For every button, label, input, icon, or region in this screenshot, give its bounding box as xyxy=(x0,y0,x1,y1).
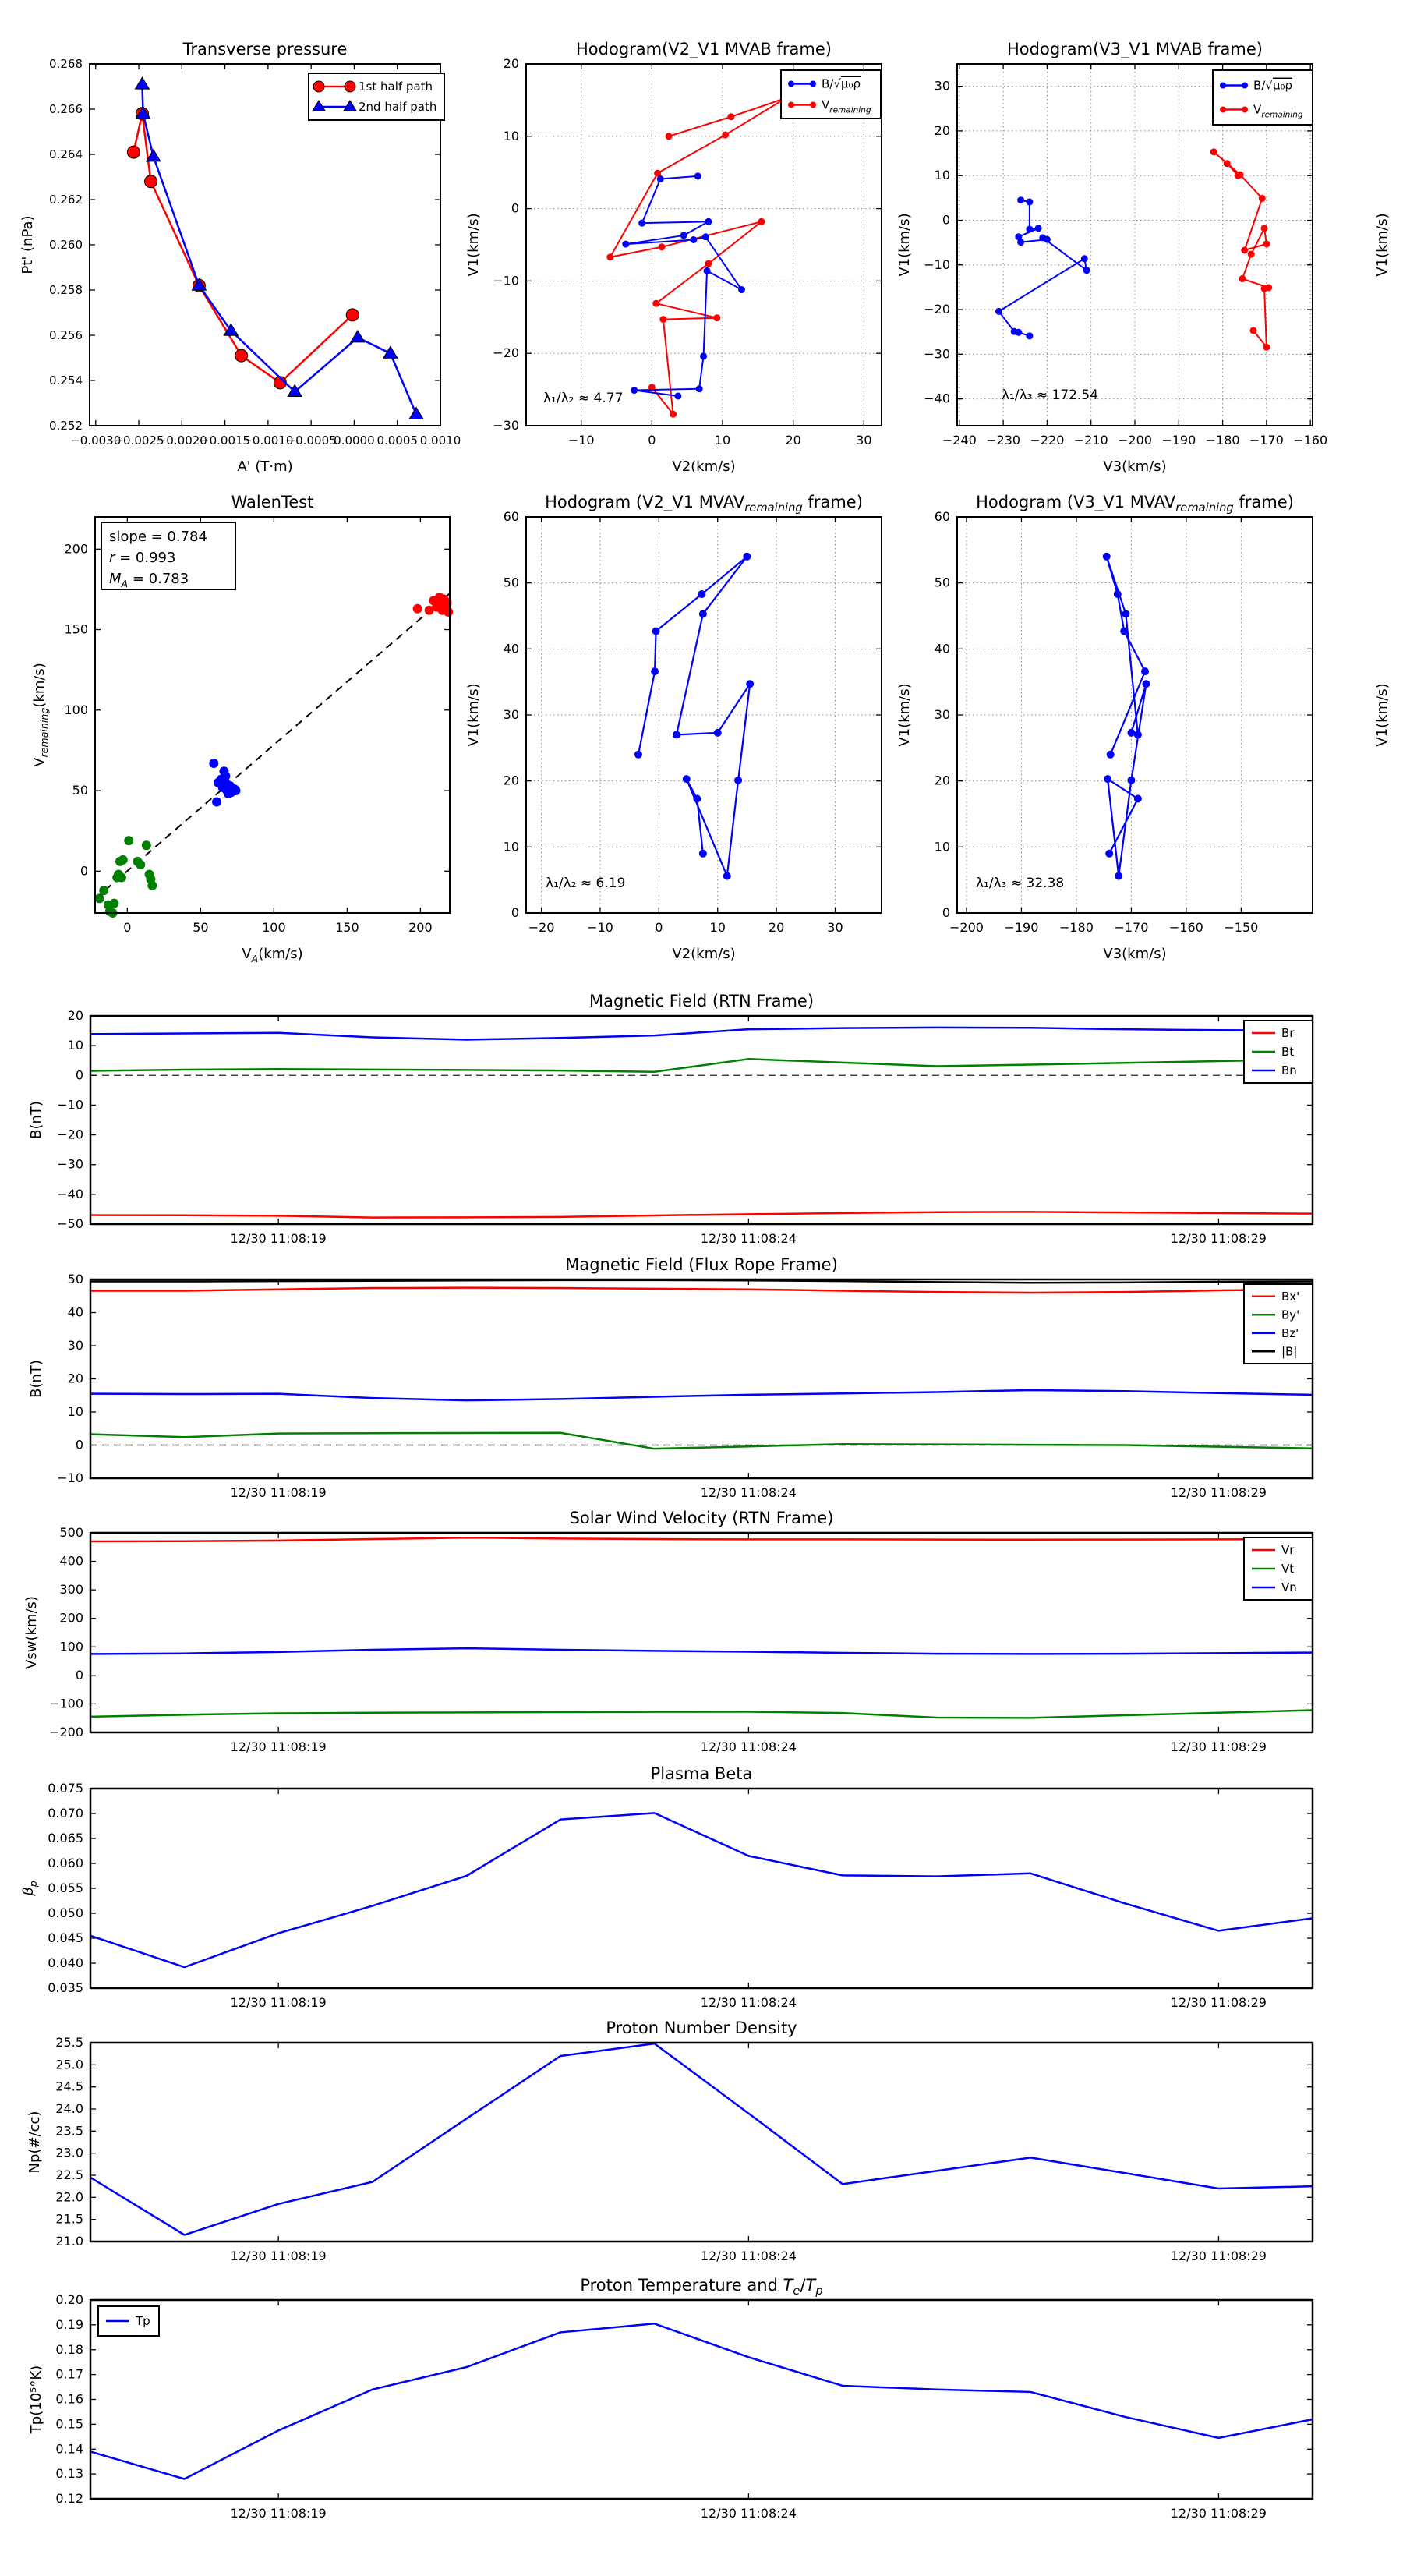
y-axis-label: V1(km/s) xyxy=(896,213,913,277)
svg-text:0.045: 0.045 xyxy=(48,1930,83,1945)
series-v-path xyxy=(1103,553,1150,880)
svg-text:23.0: 23.0 xyxy=(55,2145,83,2160)
svg-text:60: 60 xyxy=(934,509,950,524)
svg-text:Vr: Vr xyxy=(1281,1543,1295,1557)
svg-text:−10: −10 xyxy=(57,1097,83,1113)
svg-text:20: 20 xyxy=(67,1008,83,1023)
svg-text:20: 20 xyxy=(503,56,519,71)
svg-text:12/30 11:08:24: 12/30 11:08:24 xyxy=(700,2249,797,2263)
series-bn xyxy=(90,1028,1313,1040)
series-br xyxy=(90,1212,1313,1217)
svg-text:40: 40 xyxy=(67,1304,83,1320)
legend xyxy=(98,2306,159,2336)
panel-title: WalenTest xyxy=(231,493,314,511)
svg-text:0: 0 xyxy=(942,905,950,920)
svg-text:50: 50 xyxy=(934,575,950,590)
svg-text:12/30 11:08:29: 12/30 11:08:29 xyxy=(1170,1485,1267,1500)
panel-proton-temperature xyxy=(28,2276,1313,2521)
svg-text:10: 10 xyxy=(714,433,731,448)
series-cluster-green xyxy=(95,836,157,918)
svg-text:0.050: 0.050 xyxy=(48,1905,83,1920)
series-vt xyxy=(90,1710,1313,1718)
eigenvalue-ratio-annotation: λ₁/λ₂ ≈ 4.77 xyxy=(543,391,624,406)
svg-text:12/30 11:08:29: 12/30 11:08:29 xyxy=(1170,1231,1267,1246)
series-bt xyxy=(90,1059,1313,1071)
series-np xyxy=(90,2043,1313,2235)
y-axis-label: $\beta_p$ xyxy=(20,1881,39,1896)
svg-text:−190: −190 xyxy=(1161,433,1196,448)
panel-title: Magnetic Field (Flux Rope Frame) xyxy=(565,1255,838,1274)
svg-text:12/30 11:08:24: 12/30 11:08:24 xyxy=(700,2506,797,2521)
series-fit-line xyxy=(95,593,450,899)
series-bx- xyxy=(90,1288,1313,1293)
grid xyxy=(957,517,1313,913)
svg-text:0.035: 0.035 xyxy=(48,1980,83,1995)
svg-text:2nd half path: 2nd half path xyxy=(359,100,437,114)
svg-text:0.040: 0.040 xyxy=(48,1955,83,1970)
y-axis-label: B(nT) xyxy=(28,1101,44,1139)
svg-text:Vremaining: $V_{remaining}$ xyxy=(822,97,871,115)
panel-proton-number-density xyxy=(27,2019,1313,2263)
svg-text:12/30 11:08:19: 12/30 11:08:19 xyxy=(230,1485,327,1500)
svg-text:−10: −10 xyxy=(924,257,950,272)
x-axis-label: V3(km/s) xyxy=(1103,458,1167,475)
y-axis-label: V1(km/s) xyxy=(465,683,482,747)
svg-text:100: 100 xyxy=(262,920,286,935)
svg-text:−30: −30 xyxy=(493,418,519,433)
legend xyxy=(1213,70,1313,125)
svg-text:−220: −220 xyxy=(1030,433,1065,448)
svg-text:10: 10 xyxy=(934,168,950,183)
svg-text:12/30 11:08:24: 12/30 11:08:24 xyxy=(700,1231,797,1246)
panel-title: Proton Number Density xyxy=(606,2019,797,2037)
svg-text:Bx': Bx' xyxy=(1281,1289,1300,1304)
svg-text:0.260: 0.260 xyxy=(49,238,83,252)
svg-text:−0.0025: −0.0025 xyxy=(113,433,164,448)
series-2nd-half-path xyxy=(135,77,423,419)
svg-text:12/30 11:08:24: 12/30 11:08:24 xyxy=(700,1739,797,1754)
svg-text:30: 30 xyxy=(934,707,950,722)
y-axis-label: Vsw(km/s) xyxy=(23,1596,40,1669)
y-axis-label: B(nT) xyxy=(28,1360,44,1398)
panel-magnetic-field-flux-rope xyxy=(28,1255,1313,1500)
svg-text:10: 10 xyxy=(67,1404,83,1419)
svg-text:12/30 11:08:29: 12/30 11:08:29 xyxy=(1170,1739,1267,1754)
svg-text:0: 0 xyxy=(511,200,519,216)
svg-text:20: 20 xyxy=(934,122,950,138)
svg-text:−100: −100 xyxy=(49,1696,83,1711)
svg-text:−40: −40 xyxy=(924,391,950,406)
svg-text:24.0: 24.0 xyxy=(55,2101,83,2116)
svg-text:1st half path: 1st half path xyxy=(359,80,433,94)
svg-text:B/√μ₀ρ: B/√μ₀ρ xyxy=(1253,78,1292,93)
tick-labels xyxy=(935,509,1259,935)
svg-text:0.0005: 0.0005 xyxy=(376,433,418,448)
svg-text:0.18: 0.18 xyxy=(55,2341,83,2357)
svg-text:0.0010: 0.0010 xyxy=(419,433,461,448)
svg-text:100: 100 xyxy=(59,1639,83,1654)
svg-text:−10: −10 xyxy=(493,273,519,288)
svg-text:12/30 11:08:29: 12/30 11:08:29 xyxy=(1170,1995,1267,2010)
y-axis-label: Tp(10⁵°K) xyxy=(28,2365,44,2434)
svg-text:0.065: 0.065 xyxy=(48,1831,83,1845)
x-axis-label: V3(km/s) xyxy=(1103,946,1167,962)
x-axis-label: V2(km/s) xyxy=(672,946,736,962)
svg-text:−160: −160 xyxy=(1168,920,1203,935)
svg-text:−190: −190 xyxy=(1004,920,1039,935)
svg-text:−0.0005: −0.0005 xyxy=(285,433,337,448)
svg-text:40: 40 xyxy=(503,641,519,656)
y-axis-label: $V_{remaining}(km/s)$ xyxy=(31,663,50,767)
svg-text:0: 0 xyxy=(75,1067,83,1083)
y-axis-label: V1(km/s) xyxy=(896,683,913,747)
svg-text:0.12: 0.12 xyxy=(55,2491,83,2506)
svg-text:30: 30 xyxy=(827,920,843,935)
svg-text:150: 150 xyxy=(335,920,359,935)
panel-title: Hodogram (V3_V1 $MVAV_{remaining}$ frame) xyxy=(976,493,1294,515)
tick-labels xyxy=(57,1008,1267,1246)
svg-text:−180: −180 xyxy=(1058,920,1094,935)
panel-title: Hodogram(V2_V1 MVAB frame) xyxy=(576,40,832,58)
svg-text:0: 0 xyxy=(648,433,656,448)
svg-text:400: 400 xyxy=(59,1553,83,1569)
svg-text:30: 30 xyxy=(934,78,950,94)
svg-text:150: 150 xyxy=(64,621,88,637)
svg-text:200: 200 xyxy=(64,541,88,557)
svg-text:−150: −150 xyxy=(1224,920,1259,935)
svg-text:0.0000: 0.0000 xyxy=(334,433,375,448)
svg-text:−10: −10 xyxy=(567,433,595,448)
svg-text:24.5: 24.5 xyxy=(55,2079,83,2094)
svg-text:B/√μ₀ρ: B/√μ₀ρ xyxy=(822,76,861,91)
y-axis-label: Pt' (nPa) xyxy=(19,215,36,274)
ticks xyxy=(90,1789,1313,1988)
svg-text:30: 30 xyxy=(503,707,519,722)
svg-text:Vn: Vn xyxy=(1281,1580,1297,1594)
ticks xyxy=(90,1533,1313,1732)
series-v-path xyxy=(634,553,754,880)
tick-labels xyxy=(57,1272,1267,1500)
tick-labels xyxy=(55,2035,1267,2263)
panel-title: Solar Wind Velocity (RTN Frame) xyxy=(569,1509,834,1527)
svg-text:0.262: 0.262 xyxy=(49,193,83,207)
svg-text:−200: −200 xyxy=(49,1725,83,1739)
svg-text:20: 20 xyxy=(785,433,801,448)
tick-labels xyxy=(49,1525,1267,1754)
fit-stats-box xyxy=(101,522,235,589)
svg-text:−40: −40 xyxy=(57,1186,83,1201)
svg-text:−10: −10 xyxy=(57,1470,83,1485)
svg-text:0.16: 0.16 xyxy=(55,2391,83,2407)
svg-text:40: 40 xyxy=(934,641,950,656)
svg-text:0: 0 xyxy=(75,1437,83,1453)
panel-title: Transverse pressure xyxy=(182,40,348,58)
svg-text:30: 30 xyxy=(856,433,872,448)
svg-text:300: 300 xyxy=(59,1582,83,1598)
series-cluster-red xyxy=(413,593,453,617)
svg-text:22.5: 22.5 xyxy=(55,2167,83,2182)
svg-text:0.266: 0.266 xyxy=(49,102,83,116)
svg-text:21.0: 21.0 xyxy=(55,2234,83,2249)
svg-text:12/30 11:08:29: 12/30 11:08:29 xyxy=(1170,2249,1267,2263)
svg-text:−230: −230 xyxy=(986,433,1021,448)
panel-transverse-pressure xyxy=(19,40,461,475)
eigenvalue-ratio-annotation: λ₁/λ₃ ≈ 32.38 xyxy=(976,876,1065,891)
svg-text:0.20: 0.20 xyxy=(55,2292,83,2307)
svg-text:MA = 0.783: $M_A = 0.783$ xyxy=(109,571,189,589)
series-b-over-sqrt-mu0-rho xyxy=(995,196,1090,339)
svg-text:0.252: 0.252 xyxy=(49,419,83,433)
svg-text:10: 10 xyxy=(503,128,519,143)
svg-text:−0.0030: −0.0030 xyxy=(70,433,122,448)
series-bz- xyxy=(90,1390,1313,1400)
panel-solar-wind-velocity-rtn xyxy=(23,1509,1313,1754)
ticks xyxy=(90,2043,1313,2242)
panel-walen-test xyxy=(31,493,453,964)
svg-text:50: 50 xyxy=(67,1272,83,1286)
y-axis-label-right: V1(km/s) xyxy=(1374,213,1391,277)
svg-text:0: 0 xyxy=(75,1667,83,1683)
y-axis-label: Np(#/cc) xyxy=(27,2111,43,2174)
svg-text:12/30 11:08:19: 12/30 11:08:19 xyxy=(230,2506,327,2521)
x-axis-label: A' (T·m) xyxy=(237,458,293,475)
svg-text:−30: −30 xyxy=(57,1156,83,1172)
svg-text:200: 200 xyxy=(408,920,433,935)
panel-title: Hodogram (V2_V1 $MVAV_{remaining}$ frame) xyxy=(545,493,863,515)
svg-text:0.17: 0.17 xyxy=(55,2366,83,2382)
svg-text:0: 0 xyxy=(942,212,950,228)
series-v-remaining xyxy=(1210,148,1272,350)
svg-text:100: 100 xyxy=(64,702,88,717)
series-by- xyxy=(90,1433,1313,1449)
svg-text:12/30 11:08:19: 12/30 11:08:19 xyxy=(230,1739,327,1754)
panel-title: Plasma Beta xyxy=(650,1764,753,1783)
svg-text:−210: −210 xyxy=(1073,433,1108,448)
svg-text:12/30 11:08:24: 12/30 11:08:24 xyxy=(700,1485,797,1500)
svg-text:25.5: 25.5 xyxy=(55,2035,83,2050)
series--b- xyxy=(90,1280,1313,1283)
x-axis-label: $V_A(km/s)$ xyxy=(242,946,303,964)
svg-text:Bz': Bz' xyxy=(1281,1325,1299,1340)
series-vn xyxy=(90,1648,1313,1654)
svg-text:20: 20 xyxy=(67,1371,83,1386)
svg-text:−240: −240 xyxy=(942,433,977,448)
panel-plasma-beta xyxy=(20,1764,1313,2010)
legend xyxy=(781,70,881,119)
svg-text:−170: −170 xyxy=(1249,433,1284,448)
panel-title: Magnetic Field (RTN Frame) xyxy=(588,992,815,1010)
svg-text:23.5: 23.5 xyxy=(55,2123,83,2139)
svg-text:|B|: |B| xyxy=(1281,1344,1298,1359)
svg-text:0: 0 xyxy=(511,905,519,920)
series-v-remaining xyxy=(606,94,790,418)
svg-text:Vt: Vt xyxy=(1281,1562,1295,1576)
svg-text:12/30 11:08:29: 12/30 11:08:29 xyxy=(1170,2506,1267,2521)
legend xyxy=(309,73,444,120)
svg-text:30: 30 xyxy=(67,1338,83,1353)
ticks xyxy=(90,1016,1313,1224)
svg-text:0.19: 0.19 xyxy=(55,2316,83,2332)
panel-hodogram-v3v1-mvab xyxy=(896,40,1391,475)
ticks xyxy=(90,2300,1313,2499)
legend xyxy=(1244,1284,1313,1364)
tick-labels xyxy=(924,79,1327,448)
panel-magnetic-field-rtn xyxy=(28,992,1313,1246)
svg-text:0.14: 0.14 xyxy=(55,2441,83,2457)
svg-text:Tp: Tp xyxy=(136,2314,150,2328)
svg-text:−0.0015: −0.0015 xyxy=(200,433,251,448)
svg-text:0: 0 xyxy=(80,863,88,879)
svg-text:20: 20 xyxy=(503,773,519,788)
legend xyxy=(1244,1537,1313,1600)
svg-text:50: 50 xyxy=(503,575,519,590)
svg-text:0.268: 0.268 xyxy=(49,57,83,71)
svg-text:−20: −20 xyxy=(528,920,555,935)
svg-text:0.13: 0.13 xyxy=(55,2466,83,2482)
panel-hodogram-v3v1-mvav xyxy=(896,493,1391,962)
series-beta-p xyxy=(90,1813,1313,1967)
svg-text:0.15: 0.15 xyxy=(55,2416,83,2432)
svg-text:12/30 11:08:19: 12/30 11:08:19 xyxy=(230,2249,327,2263)
panel-hodogram-v2v1-mvab xyxy=(465,40,882,475)
svg-text:0.256: 0.256 xyxy=(49,328,83,342)
svg-text:50: 50 xyxy=(72,783,88,798)
svg-text:12/30 11:08:19: 12/30 11:08:19 xyxy=(230,1995,327,2010)
panel-hodogram-v2v1-mvav xyxy=(465,493,882,962)
series-1st-half-path xyxy=(127,108,359,389)
svg-text:10: 10 xyxy=(503,839,519,855)
svg-text:Bn: Bn xyxy=(1281,1063,1297,1077)
x-axis-label: V2(km/s) xyxy=(672,458,736,475)
svg-text:−170: −170 xyxy=(1114,920,1149,935)
svg-text:0.258: 0.258 xyxy=(49,283,83,297)
eigenvalue-ratio-annotation: λ₁/λ₃ ≈ 172.54 xyxy=(1002,387,1099,403)
svg-text:60: 60 xyxy=(503,509,519,524)
panel-title: Proton Temperature and $T_e/T_p$ xyxy=(580,2276,823,2298)
svg-text:−200: −200 xyxy=(1118,433,1152,448)
svg-text:−180: −180 xyxy=(1205,433,1240,448)
series-cluster-blue xyxy=(209,759,240,807)
svg-text:0.055: 0.055 xyxy=(48,1881,83,1895)
svg-text:500: 500 xyxy=(59,1525,83,1540)
series-vr xyxy=(90,1537,1313,1541)
svg-text:−20: −20 xyxy=(924,302,950,317)
svg-text:−50: −50 xyxy=(57,1216,83,1231)
y-axis-label-right: V1(km/s) xyxy=(1374,683,1391,747)
legend xyxy=(1244,1021,1313,1083)
svg-text:−200: −200 xyxy=(949,920,984,935)
svg-text:20: 20 xyxy=(934,773,950,788)
svg-text:−20: −20 xyxy=(493,345,519,361)
series-b-over-sqrt-mu0-rho xyxy=(622,172,745,399)
svg-text:10: 10 xyxy=(67,1038,83,1053)
svg-text:0: 0 xyxy=(123,920,132,935)
svg-text:12/30 11:08:19: 12/30 11:08:19 xyxy=(230,1231,327,1246)
svg-text:10: 10 xyxy=(709,920,726,935)
svg-text:0.070: 0.070 xyxy=(48,1806,83,1821)
tick-labels xyxy=(504,509,843,935)
svg-text:−20: −20 xyxy=(57,1127,83,1142)
svg-text:r = 0.993: r = 0.993 xyxy=(109,550,176,566)
svg-text:Br: Br xyxy=(1281,1026,1295,1040)
svg-text:0.254: 0.254 xyxy=(49,373,83,387)
svg-text:22.0: 22.0 xyxy=(55,2189,83,2205)
series-tp xyxy=(90,2323,1313,2479)
svg-text:0: 0 xyxy=(655,920,663,935)
eigenvalue-ratio-annotation: λ₁/λ₂ ≈ 6.19 xyxy=(546,876,626,891)
svg-text:20: 20 xyxy=(768,920,785,935)
svg-text:−160: −160 xyxy=(1293,433,1328,448)
svg-text:Bt: Bt xyxy=(1281,1045,1295,1059)
svg-text:200: 200 xyxy=(59,1610,83,1626)
panel-title: Hodogram(V3_V1 MVAB frame) xyxy=(1007,40,1263,58)
svg-text:−30: −30 xyxy=(924,346,950,362)
svg-text:0.264: 0.264 xyxy=(49,147,83,161)
svg-text:slope = 0.784: slope = 0.784 xyxy=(109,529,207,545)
svg-text:21.5: 21.5 xyxy=(55,2211,83,2227)
svg-text:By': By' xyxy=(1281,1307,1300,1322)
svg-text:12/30 11:08:24: 12/30 11:08:24 xyxy=(700,1995,797,2010)
svg-text:50: 50 xyxy=(193,920,209,935)
svg-text:−10: −10 xyxy=(587,920,613,935)
svg-text:10: 10 xyxy=(934,839,950,855)
svg-text:Vremaining: $V_{remaining}$ xyxy=(1253,102,1303,120)
y-axis-label: V1(km/s) xyxy=(465,213,482,277)
svg-text:25.0: 25.0 xyxy=(55,2057,83,2072)
svg-text:−0.0010: −0.0010 xyxy=(242,433,294,448)
svg-text:0.075: 0.075 xyxy=(48,1781,83,1796)
svg-text:0.060: 0.060 xyxy=(48,1856,83,1870)
svg-text:−0.0020: −0.0020 xyxy=(156,433,207,448)
ticks xyxy=(957,517,1313,913)
